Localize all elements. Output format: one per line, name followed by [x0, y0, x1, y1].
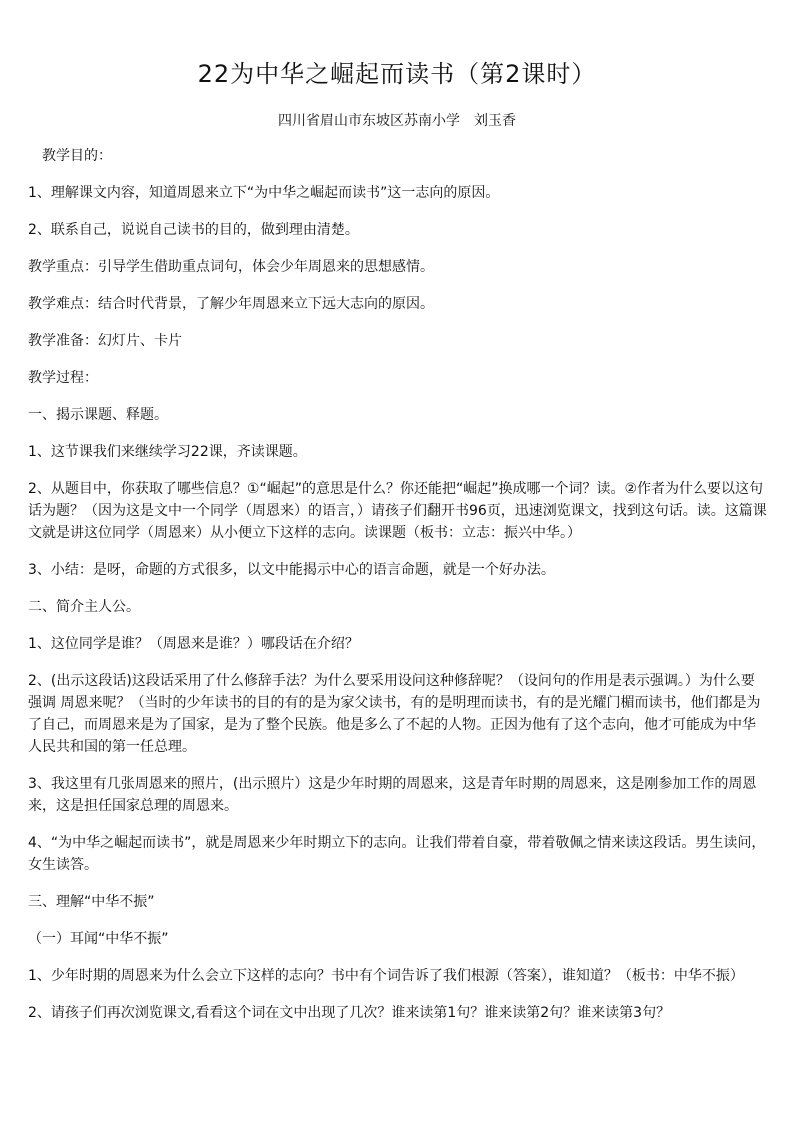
paragraph: 教学重点：引导学生借助重点词句，体会少年周恩来的思想感情。 — [28, 259, 434, 275]
paragraph: 2、请孩子们再次浏览课文,看看这个词在文中出现了几次？谁来读第1句？谁来读第2句？谁来读第3句？ — [28, 1005, 671, 1021]
paragraph: 1、这位同学是谁？（周恩来是谁？）哪段话在介绍？ — [28, 636, 359, 652]
paragraph: 教学准备：幻灯片、卡片 — [28, 333, 182, 349]
section-heading: 三、理解“中华不振” — [28, 894, 155, 910]
document-body — [28, 145, 768, 1039]
paragraph: 2、(出示这段话)这段话采用了什么修辞手法？为什么要采用设问这种修辞呢？（设问句的作用是表示强调。）为什么要强调 周恩来呢？（当时的少年读书的目的有的是为家父读书，有的是明理而读书，有的是光耀门楣而读书，他们都是为了自己，而周恩来是为了国家，是为了整个民族。他是多么了不起的人物。正因为他有了这个志向，他才可能成为中华人民共和国的第一任总理。 — [28, 673, 761, 755]
section-heading: 一、揭示课题、释题。 — [28, 407, 168, 423]
paragraph: 4、“为中华之崛起而读书”，就是周恩来少年时期立下的志向。让我们带着自豪，带着敬佩之情来读这段话。男生读问，女生读答。 — [28, 835, 766, 873]
paragraph: 教学难点：结合时代背景，了解少年周恩来立下远大志向的原因。 — [28, 296, 434, 312]
paragraph: 2、联系自己，说说自己读书的目的，做到理由清楚。 — [28, 222, 359, 238]
paragraph: 1、理解课文内容，知道周恩来立下“为中华之崛起而读书”这一志向的原因。 — [28, 185, 500, 201]
paragraph: 1、少年时期的周恩来为什么会立下这样的志向？书中有个词告诉了我们根源（答案），谁知道？（板书：中华不振） — [28, 968, 744, 984]
paragraph: 2、从题目中，你获取了哪些信息？①“崛起”的意思是什么？你还能把“崛起”换成哪一个词？读。②作者为什么要以这句话为题？（因为这是文中一个同学（周恩来）的语言，）请孩子们翻开书96页，迅速浏览课文，找到这句话。读。这篇课文就是讲这位同学（周恩来）从小便立下这样的志向。读课题（板书：立志：振兴中华。） — [28, 481, 767, 541]
section-heading: 二、简介主人公。 — [28, 599, 140, 615]
subsection-heading: （一）耳闻“中华不振” — [28, 931, 169, 947]
paragraph: 教学过程： — [28, 370, 98, 386]
paragraph: 1、这节课我们来继续学习22课，齐读课题。 — [28, 444, 307, 460]
document-title: 22为中华之崛起而读书（第2课时） — [197, 60, 597, 88]
paragraph: 教学目的： — [42, 148, 112, 164]
paragraph: 3、我这里有几张周恩来的照片，(出示照片）这是少年时期的周恩来，这是青年时期的周恩来，这是刚参加工作的周恩来，这是担任国家总理的周恩来。 — [28, 776, 757, 814]
author-line: 四川省眉山市东坡区苏南小学 刘玉香 — [278, 113, 516, 129]
paragraph: 3、小结：是呀，命题的方式很多，以文中能揭示中心的语言命题，就是一个好办法。 — [28, 562, 555, 578]
